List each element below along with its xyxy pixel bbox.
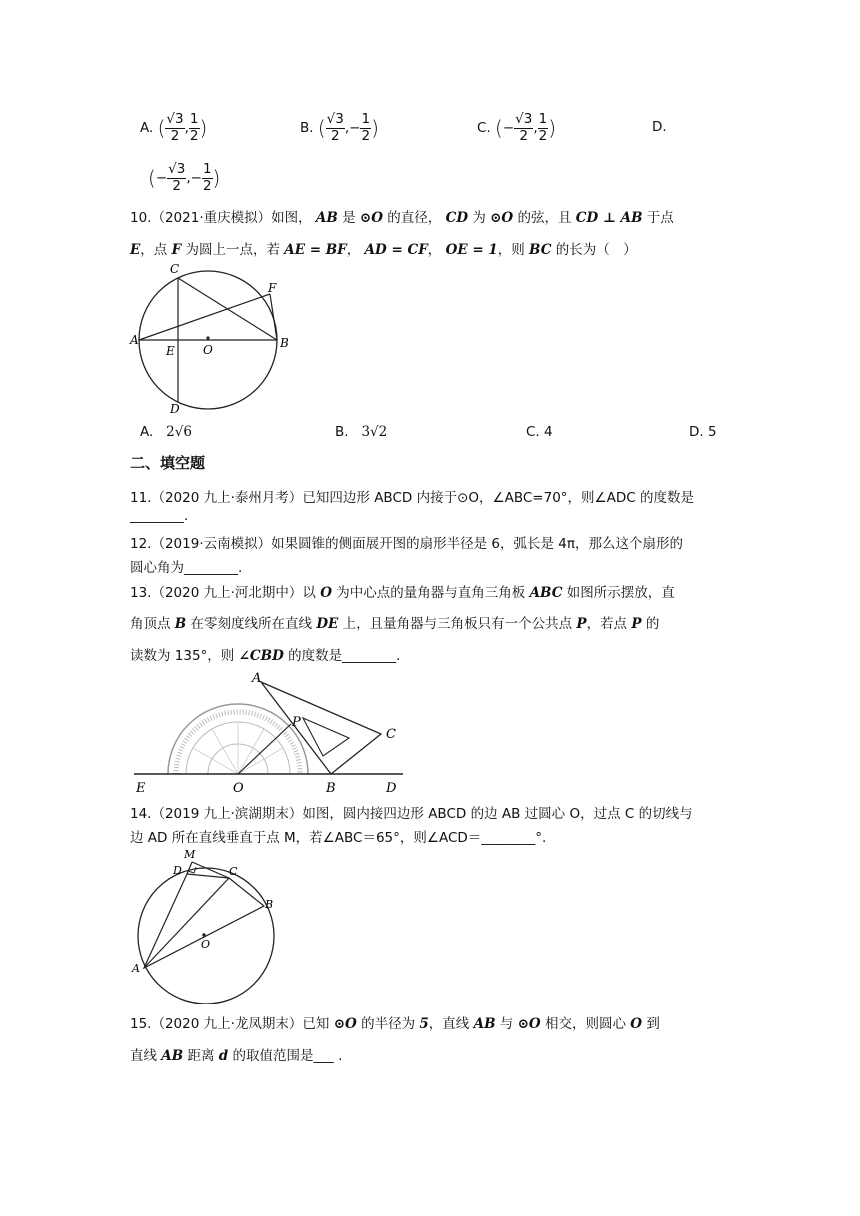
math-eq2: OE = 1 bbox=[445, 242, 498, 258]
q14-figure bbox=[128, 844, 288, 1004]
numerator: 1 bbox=[538, 111, 548, 127]
numerator: √3 bbox=[326, 111, 344, 127]
fraction bbox=[514, 113, 533, 143]
fraction bbox=[167, 163, 186, 193]
text: 13.（2020 九上·河北期中）以 bbox=[130, 585, 316, 601]
text: 如图所示摆放，直 bbox=[566, 585, 675, 601]
numerator: 1 bbox=[202, 161, 212, 177]
math-e: E bbox=[130, 242, 141, 258]
denominator: 2 bbox=[538, 127, 548, 144]
arc-text: AD = CF bbox=[364, 242, 428, 258]
triangle-inner bbox=[303, 718, 349, 756]
segment-op bbox=[238, 724, 291, 774]
math-eq1: AE = BF bbox=[284, 242, 347, 258]
math-ab: AB bbox=[473, 1016, 496, 1032]
option-value: 3√2 bbox=[361, 424, 388, 440]
denominator: 2 bbox=[172, 177, 182, 194]
label-c: C bbox=[170, 262, 180, 276]
label-a: A bbox=[252, 671, 262, 686]
math-ab: AB bbox=[315, 210, 338, 226]
option-value: 2√6 bbox=[166, 424, 192, 440]
q14-line2: 边 AD 所在直线垂直于点 M，若∠ABC＝65°，则∠ACD＝________°. bbox=[130, 830, 547, 846]
denominator: 2 bbox=[202, 177, 212, 194]
segment-fb bbox=[270, 294, 277, 340]
quad-abcd bbox=[144, 874, 264, 968]
label-c: C bbox=[386, 727, 396, 742]
text: 相交，则圆心 bbox=[544, 1016, 626, 1032]
numerator: 1 bbox=[361, 111, 371, 127]
math-circle-o: ⊙O bbox=[517, 1016, 541, 1032]
text: 读数为 135°，则 bbox=[130, 648, 235, 664]
label-d: D bbox=[170, 402, 180, 416]
center-dot bbox=[202, 933, 205, 936]
text: 到 bbox=[646, 1016, 660, 1032]
triangle-abc bbox=[261, 682, 381, 774]
math-de: DE bbox=[316, 616, 339, 632]
fraction bbox=[360, 113, 371, 143]
text: 在零刻度线所在直线 bbox=[190, 616, 313, 632]
sign: − bbox=[502, 120, 515, 136]
option-label: C. bbox=[477, 120, 491, 136]
q9-option-b: B. ( $\frac{√3}{2}$ ,− $\frac{1}{2}$ ) bbox=[300, 111, 379, 144]
q10-line1 bbox=[130, 206, 730, 226]
label-d: D bbox=[386, 781, 397, 796]
q12-line1: 12.（2019·云南模拟）如果圆锥的侧面展开图的扇形半径是 6，弧长是 4π，那么这个扇形的 bbox=[130, 536, 684, 552]
q13-line1 bbox=[130, 581, 730, 601]
math-five: 5 bbox=[419, 1016, 429, 1032]
denominator: 2 bbox=[361, 127, 371, 144]
math-o: O bbox=[320, 585, 332, 601]
q9-option-d-label: D. bbox=[652, 119, 667, 135]
text: 的度数是________. bbox=[288, 648, 401, 664]
q12-line2: 圆心角为________. bbox=[130, 560, 243, 576]
option-label: B. bbox=[300, 120, 314, 136]
paren: ( bbox=[317, 116, 326, 140]
label-a: A bbox=[132, 962, 140, 975]
fraction bbox=[189, 113, 200, 143]
q11-line2: ________. bbox=[130, 508, 189, 524]
paren: ) bbox=[548, 116, 557, 140]
segment-af bbox=[139, 294, 270, 340]
q9-option-c: C. (− $\frac{√3}{2}$ , $\frac{1}{2}$ ) bbox=[477, 111, 557, 144]
text: 的半径为 bbox=[361, 1016, 416, 1032]
text: 上，且量角器与三角板只有一个公共点 bbox=[342, 616, 573, 632]
math-p: P bbox=[576, 616, 587, 632]
paren: ( bbox=[495, 116, 503, 140]
fraction bbox=[202, 163, 213, 193]
math-f: F bbox=[171, 242, 182, 258]
q11-line1: 11.（2020 九上·泰州月考）已知四边形 ABCD 内接于⊙O，∠ABC=70°，则∠ADC 的度数是 bbox=[130, 490, 694, 506]
math-o: O bbox=[630, 1016, 643, 1032]
label-b: B bbox=[326, 781, 336, 796]
text: 的 bbox=[645, 616, 660, 632]
math-b: B bbox=[174, 616, 187, 632]
label-b: B bbox=[265, 898, 274, 911]
math-d: d bbox=[218, 1048, 229, 1064]
q10-figure bbox=[128, 258, 298, 418]
math-circle-o: ⊙O bbox=[490, 210, 514, 226]
text: ，若点 bbox=[586, 616, 628, 632]
q10-prefix: 10.（2021·重庆模拟）如图， bbox=[130, 210, 312, 226]
label-o: O bbox=[233, 781, 244, 796]
label-a: A bbox=[130, 333, 139, 347]
label-d: D bbox=[173, 864, 182, 877]
sign: − bbox=[349, 120, 361, 136]
label-m: M bbox=[184, 848, 196, 861]
text: 是 bbox=[342, 210, 356, 226]
section-title: 二、填空题 bbox=[130, 454, 206, 472]
math-circle-o: ⊙O bbox=[333, 1016, 357, 1032]
text: ，直线 bbox=[428, 1016, 470, 1032]
denominator: 2 bbox=[189, 127, 199, 144]
text: ，点 bbox=[140, 242, 168, 258]
label-e: E bbox=[166, 344, 175, 358]
numerator: √3 bbox=[166, 111, 184, 127]
text: 为圆上一点，若 bbox=[185, 242, 280, 258]
denominator: 2 bbox=[519, 127, 529, 144]
math-arc bbox=[365, 242, 428, 258]
paren: ( bbox=[157, 116, 166, 140]
paren: ) bbox=[199, 116, 208, 140]
q10-line2: E，点 F 为圆上一点，若 AE = BF， AD = CF， OE = 1，则 BC 的长为（ ） bbox=[130, 242, 637, 258]
option-label: A. bbox=[140, 120, 154, 136]
q10-option-a bbox=[140, 424, 192, 440]
text: 的取值范围是___ . bbox=[232, 1048, 343, 1064]
math-perp: CD ⊥ AB bbox=[575, 210, 643, 226]
sign: − bbox=[155, 170, 168, 186]
q15-line1 bbox=[130, 1012, 730, 1032]
label-b: B bbox=[280, 336, 289, 350]
text: 为 bbox=[472, 210, 486, 226]
text: 距离 bbox=[187, 1048, 215, 1064]
option-label: A. bbox=[140, 424, 154, 440]
math-cd: CD bbox=[445, 210, 469, 226]
fraction bbox=[165, 113, 184, 143]
fraction bbox=[538, 113, 549, 143]
text: 15.（2020 九上·龙凤期末）已知 bbox=[130, 1016, 330, 1032]
denominator: 2 bbox=[330, 127, 340, 144]
text: ，则 bbox=[497, 242, 525, 258]
label-p: P bbox=[292, 715, 301, 730]
label-o: O bbox=[201, 938, 211, 951]
numerator: √3 bbox=[168, 161, 186, 177]
math-bc: BC bbox=[529, 242, 552, 258]
q13-figure bbox=[128, 668, 418, 798]
fraction bbox=[326, 113, 345, 143]
math-circle-o: ⊙O bbox=[359, 210, 383, 226]
label-c: C bbox=[229, 865, 238, 878]
q14-line1: 14.（2019 九上·滨湖期末）如图，圆内接四边形 ABCD 的边 AB 过圆心 O，过点 C 的切线与 bbox=[130, 806, 693, 822]
text: 直线 bbox=[130, 1048, 157, 1064]
q15-line2 bbox=[130, 1044, 730, 1064]
math-cbd: ∠CBD bbox=[238, 648, 284, 664]
text: 与 bbox=[499, 1016, 514, 1032]
numerator: 1 bbox=[189, 111, 199, 127]
text: 的弦，且 bbox=[517, 210, 572, 226]
q10-option-b bbox=[335, 424, 387, 440]
math-abc: ABC bbox=[529, 585, 563, 601]
label-o: O bbox=[203, 343, 213, 357]
math-p: P bbox=[631, 616, 642, 632]
label-e: E bbox=[136, 781, 146, 796]
numerator: √3 bbox=[515, 111, 533, 127]
math-ab: AB bbox=[161, 1048, 184, 1064]
paren: ( bbox=[148, 166, 156, 190]
q13-line2 bbox=[130, 612, 730, 632]
q10-option-d: D. 5 bbox=[689, 424, 717, 440]
text: 为中心点的量角器与直角三角板 bbox=[336, 585, 526, 601]
center-dot bbox=[206, 336, 209, 339]
text: 于点 bbox=[646, 210, 674, 226]
segment-ac bbox=[144, 878, 229, 968]
sign: − bbox=[190, 170, 202, 186]
q10-option-c: C. 4 bbox=[526, 424, 553, 440]
option-label: B. bbox=[335, 424, 349, 440]
q9-option-d: (− $\frac{√3}{2}$ ,− $\frac{1}{2}$ ) bbox=[148, 161, 221, 194]
text: 角顶点 bbox=[130, 616, 171, 632]
q9-option-a: A. ( $\frac{√3}{2}$ , $\frac{1}{2}$ ) bbox=[140, 111, 208, 144]
text: 的长为（ ） bbox=[555, 242, 637, 258]
label-f: F bbox=[268, 281, 277, 295]
denominator: 2 bbox=[170, 127, 180, 144]
q13-line3 bbox=[130, 644, 730, 664]
paren: ) bbox=[371, 116, 379, 140]
paren: ) bbox=[212, 166, 221, 190]
text: 的直径， bbox=[387, 210, 442, 226]
protractor-rays bbox=[186, 722, 290, 774]
